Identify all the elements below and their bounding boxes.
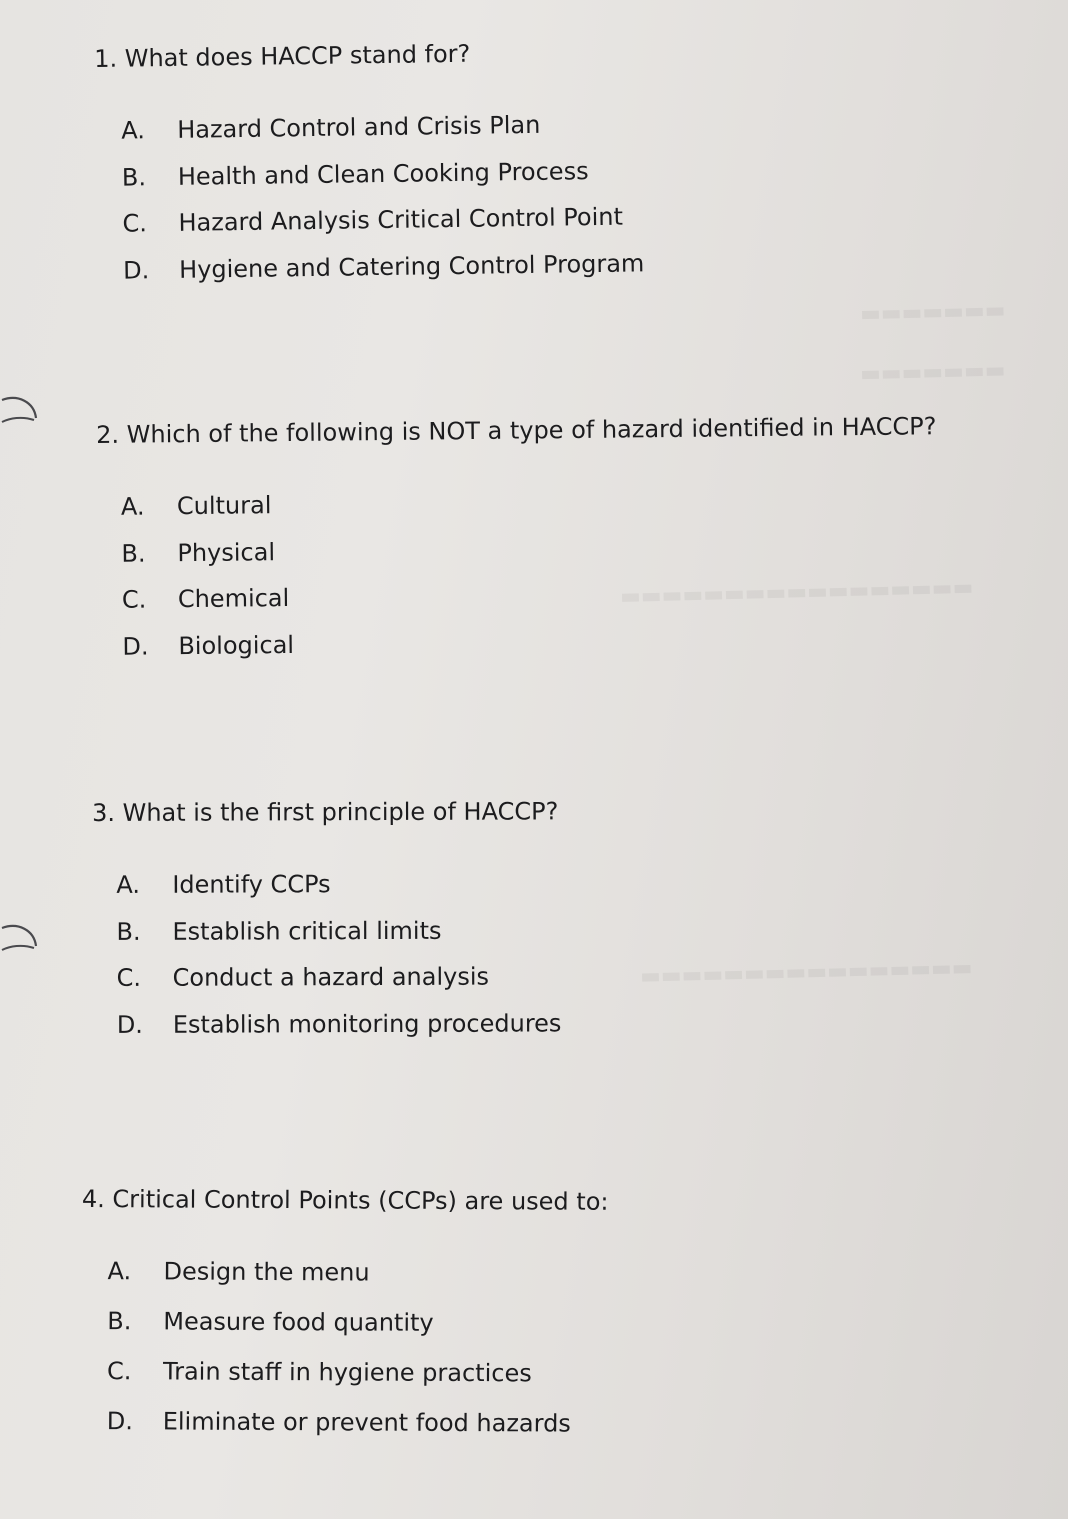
reverse-side-bleed: ▬▬▬▬▬▬▬ bbox=[859, 358, 1006, 387]
option-letter: B. bbox=[116, 917, 141, 946]
option-text: Cultural bbox=[176, 491, 272, 521]
option-text: Measure food quantity bbox=[163, 1307, 434, 1337]
answer-options bbox=[92, 867, 1053, 1056]
answer-option bbox=[117, 1006, 1053, 1056]
option-letter: C. bbox=[121, 585, 147, 614]
hole-punch-mark bbox=[0, 920, 40, 956]
question-text: 2. Which of the following is NOT a type of hazard identified in HACCP? bbox=[96, 412, 937, 449]
option-text: Design the menu bbox=[163, 1257, 370, 1287]
answer-option bbox=[116, 913, 1052, 963]
reverse-side-bleed: ▬▬▬▬▬▬▬▬▬▬▬▬▬▬▬▬ bbox=[639, 955, 973, 990]
answer-option bbox=[107, 1406, 1041, 1461]
hole-punch-mark bbox=[0, 392, 40, 428]
answer-option bbox=[122, 621, 1058, 677]
option-letter: D. bbox=[122, 631, 149, 661]
option-letter: A. bbox=[116, 870, 140, 899]
option-letter: D. bbox=[116, 1010, 143, 1039]
question-text: 3. What is the first principle of HACCP? bbox=[92, 797, 559, 827]
question-3 bbox=[92, 795, 1053, 1056]
option-letter: A. bbox=[121, 116, 146, 145]
answer-option bbox=[107, 1356, 1041, 1411]
option-letter: D. bbox=[122, 255, 150, 285]
option-text: Conduct a hazard analysis bbox=[172, 962, 490, 992]
option-letter: B. bbox=[121, 538, 146, 568]
option-text: Hazard Analysis Critical Control Point bbox=[178, 202, 624, 237]
reverse-side-bleed: ▬▬▬▬▬▬▬▬▬▬▬▬▬▬▬▬▬ bbox=[619, 575, 974, 610]
question-1 bbox=[94, 31, 1058, 302]
option-text: Physical bbox=[177, 537, 276, 567]
option-letter: A. bbox=[107, 1257, 132, 1286]
option-text: Chemical bbox=[177, 583, 290, 614]
option-text: Establish monitoring procedures bbox=[172, 1008, 562, 1039]
option-text: Eliminate or prevent food hazards bbox=[162, 1407, 571, 1438]
option-text: Identify CCPs bbox=[172, 870, 331, 899]
question-2 bbox=[96, 410, 1059, 678]
option-letter: C. bbox=[106, 1357, 132, 1386]
option-text: Train staff in hygiene practices bbox=[162, 1357, 532, 1388]
question-text: 4. Critical Control Points (CCPs) are used to: bbox=[81, 1185, 609, 1216]
question-text: 1. What does HACCP stand for? bbox=[94, 39, 471, 73]
option-text: Establish critical limits bbox=[172, 916, 442, 946]
answer-options bbox=[81, 1256, 1042, 1461]
option-text: Biological bbox=[178, 630, 295, 660]
option-text: Hazard Control and Crisis Plan bbox=[177, 110, 541, 144]
option-text: Hygiene and Catering Control Program bbox=[178, 248, 645, 284]
answer-option bbox=[107, 1256, 1041, 1311]
answer-options bbox=[95, 103, 1058, 302]
option-letter: D. bbox=[106, 1407, 133, 1436]
option-letter: A. bbox=[120, 492, 145, 521]
answer-option bbox=[117, 960, 1053, 1010]
option-letter: B. bbox=[107, 1307, 132, 1336]
answer-options bbox=[97, 482, 1059, 678]
reverse-side-bleed: ▬▬▬▬▬▬▬ bbox=[859, 298, 1006, 327]
answer-option bbox=[116, 867, 1052, 917]
option-letter: B. bbox=[121, 162, 147, 192]
question-4 bbox=[81, 1184, 1042, 1461]
option-letter: C. bbox=[122, 209, 148, 238]
option-letter: C. bbox=[116, 963, 142, 992]
answer-option bbox=[107, 1306, 1041, 1361]
option-text: Health and Clean Cooking Process bbox=[177, 156, 589, 191]
